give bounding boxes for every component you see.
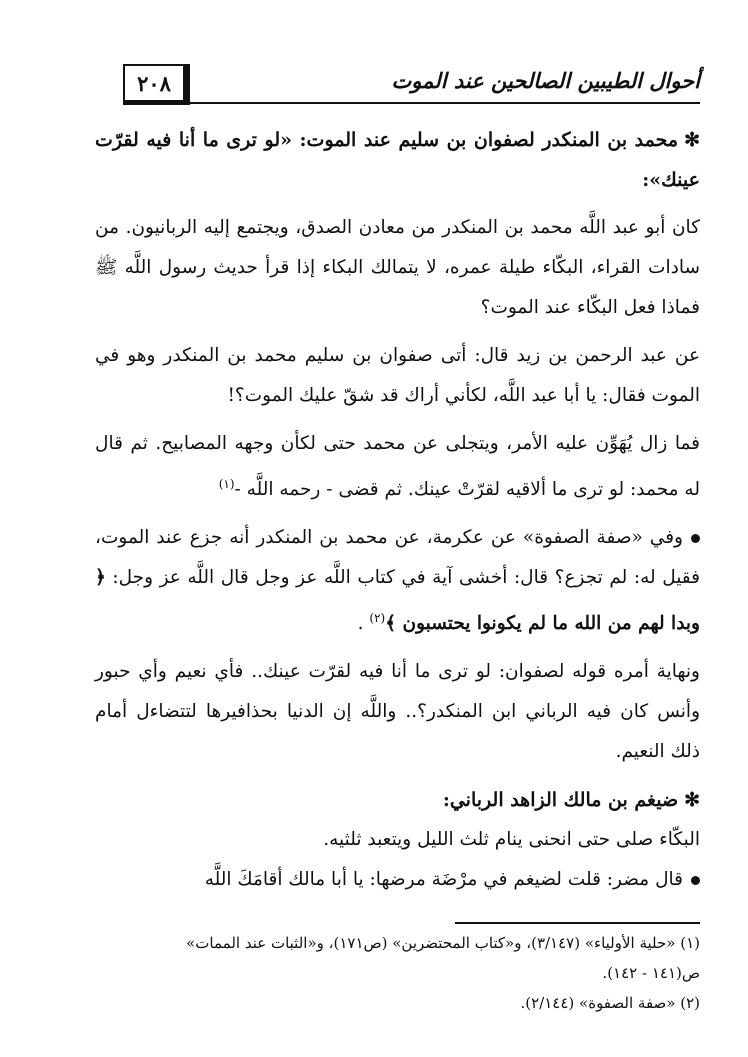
main-text [95, 120, 700, 900]
paragraph-1: كان أبو عبد اللَّه محمد بن المنكدر من معادن الصدق، ويجتمع إليه الربانيون. من سادات القراء، البكّاء طيلة عمره، لا يتمالك البكاء إذا قرأ حديث رسول اللَّه ﷺ فماذا فعل البكّاء عند الموت؟ [95, 217, 700, 318]
footnote-1-line-2: ص(١٤١ - ١٤٢). [602, 964, 700, 982]
footnote-mark-2: (٢) [369, 611, 386, 626]
asterisk-icon: ✻ [684, 789, 700, 812]
header-rule [190, 102, 700, 104]
bullet-icon [691, 876, 700, 885]
heading-1-text: محمد بن المنكدر لصفوان بن سليم عند الموت: «لو ترى ما أنا فيه لقرّت عينك»: [95, 129, 700, 191]
section-heading-2 [95, 780, 700, 820]
page-header [95, 62, 700, 104]
quran-verse: ﴿ وبدا لهم من الله ما لم يكونوا يحتسبون ﴾ [95, 567, 700, 635]
bullet-icon [691, 534, 700, 543]
footnote-1-line-1: (١) «حلية الأولياء» (٣/١٤٧)، و«كتاب المحتضرين» (ص١٧١)، و«الثبات عند الممات» [186, 934, 700, 952]
paragraph-4-end: . [357, 613, 364, 635]
footnote-2: (٢) «صفة الصفوة» (٢/١٤٤). [520, 994, 700, 1012]
paragraph-3-text: فما زال يُهَوِّن عليه الأمر، ويتجلى عن محمد حتى لكأن وجهه المصابيح. ثم قال له محمد: لو ترى ما ألاقيه لقرّتْ عينك. ثم قضى - رحمه اللَّه - [95, 433, 700, 501]
paragraph-7 [95, 860, 700, 900]
asterisk-icon: ✻ [684, 129, 700, 151]
footnotes [95, 928, 700, 1018]
paragraph-4 [95, 518, 700, 644]
footnote-mark-1: (١) [218, 477, 235, 491]
section-heading-1 [95, 120, 700, 200]
paragraph-7-text: قال مضر: قلت لضيغم في مرْضَة مرضها: يا أبا مالك أقامَكَ اللَّه [204, 869, 683, 891]
paragraph-6: البكّاء صلى حتى انحنى ينام ثلث الليل ويتعبد ثلثيه. [323, 829, 700, 851]
page-number: ٢٠٨ [123, 64, 190, 105]
footnote-rule [455, 922, 700, 924]
running-title: أحوال الطيبين الصالحين عند الموت [391, 68, 700, 93]
paragraph-4-text: وفي «صفة الصفوة» عن عكرمة، عن محمد بن المنكدر أنه جزع عند الموت، فقيل له: لم تجزع؟ قال: أخشى آية في كتاب اللَّه عز وجل قال اللَّه عز وجل: [95, 527, 700, 589]
paragraph-3 [95, 424, 700, 510]
heading-2-text: ضيغم بن مالك الزاهد الرباني: [442, 789, 679, 812]
paragraph-5: ونهاية أمره قوله لصفوان: لو ترى ما أنا فيه لقرّت عينك.. فأي نعيم وأي حبور وأنس كان فيه الرباني ابن المنكدر؟.. واللَّه إن الدنيا بحذافيرها لتتضاءل أمام ذلك النعيم. [95, 661, 700, 763]
paragraph-2: عن عبد الرحمن بن زيد قال: أتى صفوان بن سليم محمد بن المنكدر وهو في الموت فقال: يا أبا عبد اللَّه، لكأني أراك قد شقّ عليك الموت؟! [95, 345, 700, 406]
